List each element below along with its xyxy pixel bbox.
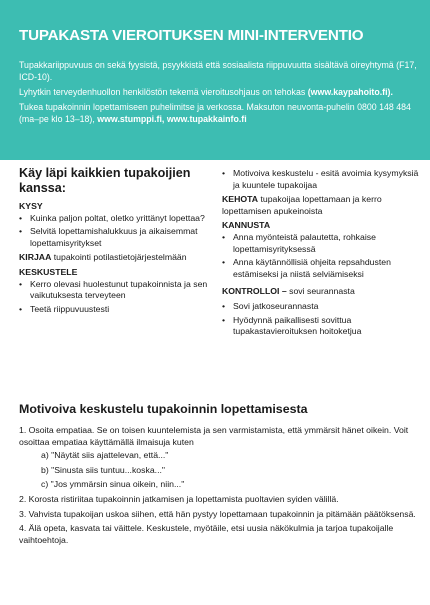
list-item: • Teetä riippuvuustesti bbox=[19, 304, 214, 316]
left-column bbox=[19, 166, 214, 318]
list-item: • Motivoiva keskustelu - esitä avoimia kysymyksiä ja kuuntele tupakoijaa bbox=[222, 168, 422, 191]
list-item: • Anna käytännöllisiä ohjeita repsahdusten estämiseksi ja niistä selviämiseksi bbox=[222, 257, 422, 280]
list-item: • Kuinka paljon poltat, oletko yrittänyt lopettaa? bbox=[19, 213, 214, 225]
keskustele-label: KESKUSTELE bbox=[19, 266, 78, 277]
kysy-list bbox=[19, 213, 214, 250]
section-heading: Motivoiva keskustelu tupakoinnin lopettamisesta bbox=[19, 402, 308, 416]
step-1: 1. Osoita empatiaa. Se on toisen kuuntelemista ja sen varmistamista, että ymmärsit hänet oikein. Voit osoittaa empatiaa käyttämällä ilmaisuja kuten a) "Näytät siis ajattelevan, että..." b) "Sinusta siis tuntuu...koska..." c) "Jos ymmärsin sinua oikein, niin..." bbox=[19, 425, 419, 491]
kontrolloi-line: KONTROLLOI – sovi seurannasta bbox=[222, 286, 355, 297]
kirjaa-line: KIRJAA tupakointi potilastietojärjestelmään bbox=[19, 252, 187, 263]
list-item: a) "Näytät siis ajattelevan, että..." bbox=[41, 450, 169, 461]
kehota-line: KEHOTA tupakoijaa lopettamaan ja kerro lopettamisen apukeinoista bbox=[222, 194, 382, 216]
page-title: TUPAKASTA VIEROITUKSEN MINI-INTERVENTIO bbox=[19, 27, 364, 44]
header-banner bbox=[0, 0, 430, 160]
left-heading: Käy läpi kaikkien tupakoijien kanssa: bbox=[19, 166, 191, 195]
kontrolloi-label: KONTROLLOI – bbox=[222, 286, 287, 297]
list-item: • Selvitä lopettamishalukkuus ja aikaisemmat lopettamisyritykset bbox=[19, 226, 214, 249]
kontrolloi-list bbox=[222, 301, 422, 338]
list-item: b) "Sinusta siis tuntuu...koska..." bbox=[41, 464, 165, 475]
kysy-label: KYSY bbox=[19, 201, 43, 211]
kaypahoito-link[interactable]: (www.kaypahoito.fi). bbox=[307, 86, 393, 97]
right-column bbox=[222, 168, 422, 341]
motivation-list bbox=[222, 168, 422, 191]
kirjaa-label: KIRJAA bbox=[19, 252, 52, 263]
kannusta-list bbox=[222, 232, 422, 280]
list-item: c) "Jos ymmärsin sinua oikein, niin..." bbox=[41, 479, 185, 490]
kannusta-label: KANNUSTA bbox=[222, 220, 271, 231]
intro-paragraph-2: Lyhytkin terveydenhuollon henkilöstön tekemä vieroitusohjaus on tehokas (www.kaypahoito.fi). bbox=[19, 86, 393, 97]
intro-paragraph-1: Tupakkariippuvuus on sekä fyysistä, psyykkistä että sosiaalista riippuvuutta sisältävä oireyhtymä (F17, ICD-10). bbox=[19, 60, 417, 82]
keskustele-list bbox=[19, 279, 214, 316]
kehota-label: KEHOTA bbox=[222, 194, 259, 205]
intro-text bbox=[19, 60, 417, 129]
intro-paragraph-3: Tukea tupakoinnin lopettamiseen puhelimitse ja verkossa. Maksuton neuvonta-puhelin 0800 148 484 (ma–pe klo 13–18), www.stumppi.fi, www.tupakkainfo.fi bbox=[19, 101, 411, 124]
step-2: 2. Korosta ristiriitaa tupakoinnin jatkamisen ja lopettamista puoltavien syiden välillä. bbox=[19, 493, 339, 504]
list-item: • Anna myönteistä palautetta, rohkaise lopettamisyrityksessä bbox=[222, 232, 422, 255]
list-item: • Hyödynnä paikallisesti sovittua tupakastavieroituksen hoitoketjua bbox=[222, 315, 422, 338]
list-item: • Sovi jatkoseurannasta bbox=[222, 301, 422, 313]
tupakkainfo-link[interactable]: www.tupakkainfo.fi bbox=[166, 113, 247, 124]
example-phrases bbox=[41, 450, 419, 491]
motivational-section bbox=[19, 402, 419, 549]
steps-list bbox=[19, 425, 419, 546]
stumppi-link[interactable]: www.stumppi.fi, bbox=[97, 113, 165, 124]
step-3: 3. Vahvista tupakoijan uskoa siihen, että hän pystyy lopettamaan tupakoinnin ja pitämään päätöksensä. bbox=[19, 508, 416, 519]
list-item: • Kerro olevasi huolestunut tupakoinnista ja sen vaikutuksesta terveyteen bbox=[19, 279, 214, 302]
step-4: 4. Älä opeta, kasvata tai väittele. Keskustele, myötäile, etsi uusia näkökulmia ja tarjoa tupakoijalle vaihtoehtoja. bbox=[19, 523, 394, 545]
